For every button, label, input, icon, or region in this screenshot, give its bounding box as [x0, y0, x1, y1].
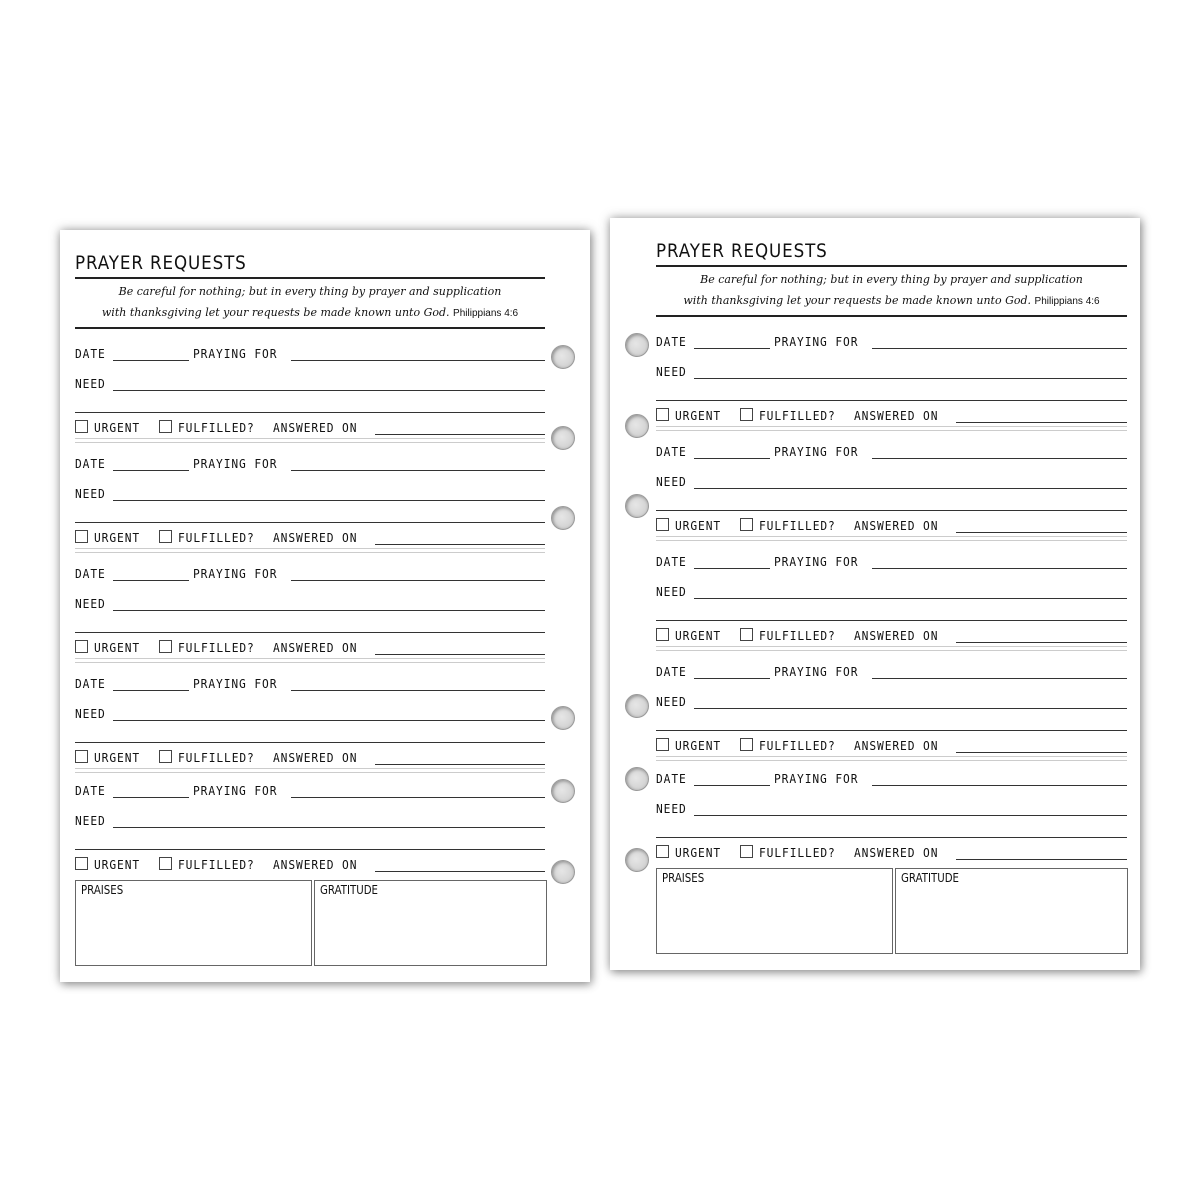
date-field[interactable]	[694, 442, 770, 459]
verse-rule	[656, 315, 1127, 317]
urgent-checkbox[interactable]	[656, 738, 669, 751]
verse-line-1: Be careful for nothing; but in every thing by prayer and supplication	[700, 273, 1083, 286]
date-field[interactable]	[113, 564, 189, 581]
fulfilled-checkbox[interactable]	[159, 750, 172, 763]
status-row	[75, 525, 545, 545]
page-title: PRAYER REQUESTS	[75, 252, 247, 274]
need-row	[656, 796, 1127, 816]
status-row	[75, 745, 545, 765]
binder-hole	[551, 706, 575, 730]
need-field[interactable]	[694, 472, 1127, 489]
entry-divider	[656, 756, 1127, 761]
answered-on-label: ANSWERED ON	[854, 628, 939, 643]
verse-line-2	[656, 290, 1127, 312]
answered-on-label: ANSWERED ON	[854, 845, 939, 860]
answered-on-label: ANSWERED ON	[273, 857, 358, 872]
urgent-checkbox[interactable]	[75, 750, 88, 763]
fulfilled-checkbox[interactable]	[159, 530, 172, 543]
prayer-entry	[656, 763, 1127, 873]
praying-for-label: PRAYING FOR	[193, 566, 278, 581]
fulfilled-checkbox[interactable]	[159, 640, 172, 653]
date-field[interactable]	[694, 662, 770, 679]
praying-for-field[interactable]	[872, 769, 1127, 786]
answered-on-field[interactable]	[375, 748, 545, 765]
prayer-entry	[656, 656, 1127, 766]
need-field[interactable]	[694, 362, 1127, 379]
binder-hole	[551, 860, 575, 884]
gratitude-box[interactable]	[895, 868, 1128, 954]
entry-divider	[656, 426, 1127, 431]
need-row	[75, 808, 545, 828]
binder-hole	[625, 848, 649, 872]
urgent-checkbox[interactable]	[656, 628, 669, 641]
need-extra-line[interactable]	[75, 849, 545, 850]
praying-for-label: PRAYING FOR	[193, 676, 278, 691]
urgent-label: URGENT	[94, 640, 141, 655]
praying-for-field[interactable]	[872, 442, 1127, 459]
binder-hole	[625, 414, 649, 438]
verse-line-1: Be careful for nothing; but in every thing by prayer and supplication	[118, 285, 502, 298]
page-title: PRAYER REQUESTS	[656, 240, 828, 262]
answered-on-field[interactable]	[375, 528, 545, 545]
fulfilled-label: FULFILLED?	[759, 845, 836, 860]
need-extra-line[interactable]	[75, 522, 545, 523]
date-row	[656, 766, 1127, 786]
fulfilled-label: FULFILLED?	[178, 640, 255, 655]
page-content	[656, 218, 1127, 970]
date-label: DATE	[656, 554, 687, 569]
date-row	[656, 439, 1127, 459]
status-row	[75, 635, 545, 655]
need-label: NEED	[656, 694, 687, 709]
date-row	[75, 778, 545, 798]
date-label: DATE	[656, 664, 687, 679]
praying-for-label: PRAYING FOR	[774, 664, 859, 679]
status-row	[656, 733, 1127, 753]
prayer-entry	[75, 775, 545, 885]
answered-on-label: ANSWERED ON	[854, 738, 939, 753]
need-field[interactable]	[113, 811, 545, 828]
answered-on-label: ANSWERED ON	[854, 518, 939, 533]
fulfilled-label: FULFILLED?	[759, 628, 836, 643]
date-row	[656, 659, 1127, 679]
answered-on-field[interactable]	[375, 418, 545, 435]
date-label: DATE	[75, 676, 106, 691]
need-extra-line[interactable]	[656, 837, 1127, 838]
need-row	[656, 579, 1127, 599]
praying-for-label: PRAYING FOR	[193, 783, 278, 798]
binder-hole	[551, 426, 575, 450]
binder-hole	[625, 494, 649, 518]
title-rule	[75, 277, 545, 279]
answered-on-field[interactable]	[956, 626, 1127, 643]
need-field[interactable]	[113, 704, 545, 721]
urgent-label: URGENT	[94, 750, 141, 765]
urgent-checkbox[interactable]	[656, 845, 669, 858]
need-extra-line[interactable]	[656, 510, 1127, 511]
answered-on-label: ANSWERED ON	[273, 420, 358, 435]
urgent-checkbox[interactable]	[656, 518, 669, 531]
status-row	[656, 623, 1127, 643]
need-extra-line[interactable]	[656, 730, 1127, 731]
praying-for-field[interactable]	[291, 344, 545, 361]
date-label: DATE	[75, 566, 106, 581]
verse-reference: Philippians 4:6	[1034, 296, 1100, 307]
answered-on-label: ANSWERED ON	[854, 408, 939, 423]
urgent-label: URGENT	[675, 738, 722, 753]
need-field[interactable]	[113, 594, 545, 611]
title-rule	[656, 265, 1127, 267]
praying-for-field[interactable]	[872, 332, 1127, 349]
prayer-entry	[656, 326, 1127, 436]
need-extra-line[interactable]	[656, 620, 1127, 621]
praying-for-field[interactable]	[872, 662, 1127, 679]
verse-line-2	[75, 302, 545, 324]
fulfilled-checkbox[interactable]	[740, 408, 753, 421]
need-label: NEED	[656, 584, 687, 599]
praying-for-label: PRAYING FOR	[774, 771, 859, 786]
urgent-checkbox[interactable]	[75, 640, 88, 653]
gratitude-box[interactable]	[314, 880, 547, 966]
page-content	[75, 230, 545, 982]
date-field[interactable]	[113, 454, 189, 471]
verse-line-2-text: with thanksgiving let your requests be made known unto God.	[101, 306, 450, 319]
binder-hole	[625, 767, 649, 791]
answered-on-field[interactable]	[956, 406, 1127, 423]
urgent-label: URGENT	[675, 845, 722, 860]
need-label: NEED	[75, 376, 106, 391]
need-field[interactable]	[113, 484, 545, 501]
date-field[interactable]	[694, 552, 770, 569]
planner-page-right	[610, 218, 1140, 970]
gratitude-label: GRATITUDE	[901, 871, 959, 885]
fulfilled-label: FULFILLED?	[178, 857, 255, 872]
need-row	[656, 359, 1127, 379]
verse	[656, 269, 1127, 312]
praises-box[interactable]	[656, 868, 893, 954]
verse	[75, 281, 545, 324]
praying-for-label: PRAYING FOR	[193, 346, 278, 361]
binder-hole	[551, 345, 575, 369]
need-row	[75, 591, 545, 611]
answered-on-field[interactable]	[956, 516, 1127, 533]
fulfilled-checkbox[interactable]	[740, 738, 753, 751]
answered-on-label: ANSWERED ON	[273, 530, 358, 545]
entry-divider	[656, 646, 1127, 651]
entry-divider	[656, 536, 1127, 541]
need-field[interactable]	[694, 692, 1127, 709]
urgent-label: URGENT	[94, 420, 141, 435]
fulfilled-checkbox[interactable]	[159, 857, 172, 870]
need-label: NEED	[75, 706, 106, 721]
need-label: NEED	[75, 596, 106, 611]
date-label: DATE	[75, 346, 106, 361]
status-row	[75, 415, 545, 435]
answered-on-label: ANSWERED ON	[273, 640, 358, 655]
need-row	[75, 701, 545, 721]
prayer-entry	[656, 546, 1127, 656]
prayer-entry	[75, 448, 545, 558]
date-field[interactable]	[694, 332, 770, 349]
fulfilled-label: FULFILLED?	[178, 420, 255, 435]
binder-hole	[625, 333, 649, 357]
verse-rule	[75, 327, 545, 329]
praying-for-field[interactable]	[291, 454, 545, 471]
need-label: NEED	[656, 474, 687, 489]
answered-on-field[interactable]	[956, 843, 1127, 860]
need-field[interactable]	[694, 582, 1127, 599]
fulfilled-label: FULFILLED?	[759, 408, 836, 423]
prayer-entry	[75, 558, 545, 668]
date-row	[75, 671, 545, 691]
entry-divider	[75, 658, 545, 663]
fulfilled-label: FULFILLED?	[178, 530, 255, 545]
need-label: NEED	[75, 486, 106, 501]
date-label: DATE	[656, 771, 687, 786]
binder-hole	[551, 779, 575, 803]
date-field[interactable]	[113, 674, 189, 691]
urgent-label: URGENT	[675, 518, 722, 533]
prayer-entry	[75, 668, 545, 778]
urgent-checkbox[interactable]	[75, 530, 88, 543]
praying-for-label: PRAYING FOR	[774, 554, 859, 569]
status-row	[656, 403, 1127, 423]
need-extra-line[interactable]	[75, 742, 545, 743]
praying-for-field[interactable]	[291, 781, 545, 798]
need-field[interactable]	[113, 374, 545, 391]
praying-for-field[interactable]	[291, 674, 545, 691]
need-row	[656, 469, 1127, 489]
need-extra-line[interactable]	[75, 632, 545, 633]
praying-for-field[interactable]	[872, 552, 1127, 569]
fulfilled-label: FULFILLED?	[759, 518, 836, 533]
date-row	[656, 549, 1127, 569]
need-label: NEED	[656, 801, 687, 816]
praises-box[interactable]	[75, 880, 312, 966]
need-label: NEED	[75, 813, 106, 828]
date-field[interactable]	[113, 344, 189, 361]
need-extra-line[interactable]	[75, 412, 545, 413]
fulfilled-label: FULFILLED?	[759, 738, 836, 753]
date-row	[75, 451, 545, 471]
status-row	[656, 513, 1127, 533]
urgent-checkbox[interactable]	[75, 420, 88, 433]
praises-label: PRAISES	[662, 871, 705, 885]
fulfilled-checkbox[interactable]	[740, 845, 753, 858]
urgent-label: URGENT	[94, 530, 141, 545]
urgent-label: URGENT	[94, 857, 141, 872]
prayer-entry	[656, 436, 1127, 546]
notes-boxes	[656, 868, 1127, 954]
praying-for-label: PRAYING FOR	[193, 456, 278, 471]
answered-on-field[interactable]	[956, 736, 1127, 753]
date-label: DATE	[656, 444, 687, 459]
date-label: DATE	[656, 334, 687, 349]
need-row	[75, 371, 545, 391]
date-label: DATE	[75, 783, 106, 798]
praying-for-label: PRAYING FOR	[774, 444, 859, 459]
fulfilled-label: FULFILLED?	[178, 750, 255, 765]
date-row	[75, 341, 545, 361]
fulfilled-checkbox[interactable]	[740, 628, 753, 641]
verse-reference: Philippians 4:6	[453, 308, 519, 319]
need-extra-line[interactable]	[656, 400, 1127, 401]
entry-divider	[75, 768, 545, 773]
gratitude-label: GRATITUDE	[320, 883, 378, 897]
entry-divider	[75, 548, 545, 553]
answered-on-label: ANSWERED ON	[273, 750, 358, 765]
praises-label: PRAISES	[81, 883, 124, 897]
answered-on-field[interactable]	[375, 638, 545, 655]
date-row	[656, 329, 1127, 349]
date-label: DATE	[75, 456, 106, 471]
need-row	[75, 481, 545, 501]
verse-line-2-text: with thanksgiving let your requests be made known unto God.	[683, 294, 1032, 307]
fulfilled-checkbox[interactable]	[740, 518, 753, 531]
status-row	[75, 852, 545, 872]
fulfilled-checkbox[interactable]	[159, 420, 172, 433]
status-row	[656, 840, 1127, 860]
urgent-checkbox[interactable]	[656, 408, 669, 421]
date-row	[75, 561, 545, 581]
praying-for-label: PRAYING FOR	[774, 334, 859, 349]
need-label: NEED	[656, 364, 687, 379]
urgent-label: URGENT	[675, 628, 722, 643]
need-row	[656, 689, 1127, 709]
need-field[interactable]	[694, 799, 1127, 816]
entry-divider	[75, 438, 545, 443]
binder-hole	[551, 506, 575, 530]
urgent-checkbox[interactable]	[75, 857, 88, 870]
planner-page-left	[60, 230, 590, 982]
urgent-label: URGENT	[675, 408, 722, 423]
binder-hole	[625, 694, 649, 718]
date-field[interactable]	[694, 769, 770, 786]
notes-boxes	[75, 880, 545, 966]
answered-on-field[interactable]	[375, 855, 545, 872]
date-field[interactable]	[113, 781, 189, 798]
praying-for-field[interactable]	[291, 564, 545, 581]
prayer-entry	[75, 338, 545, 448]
